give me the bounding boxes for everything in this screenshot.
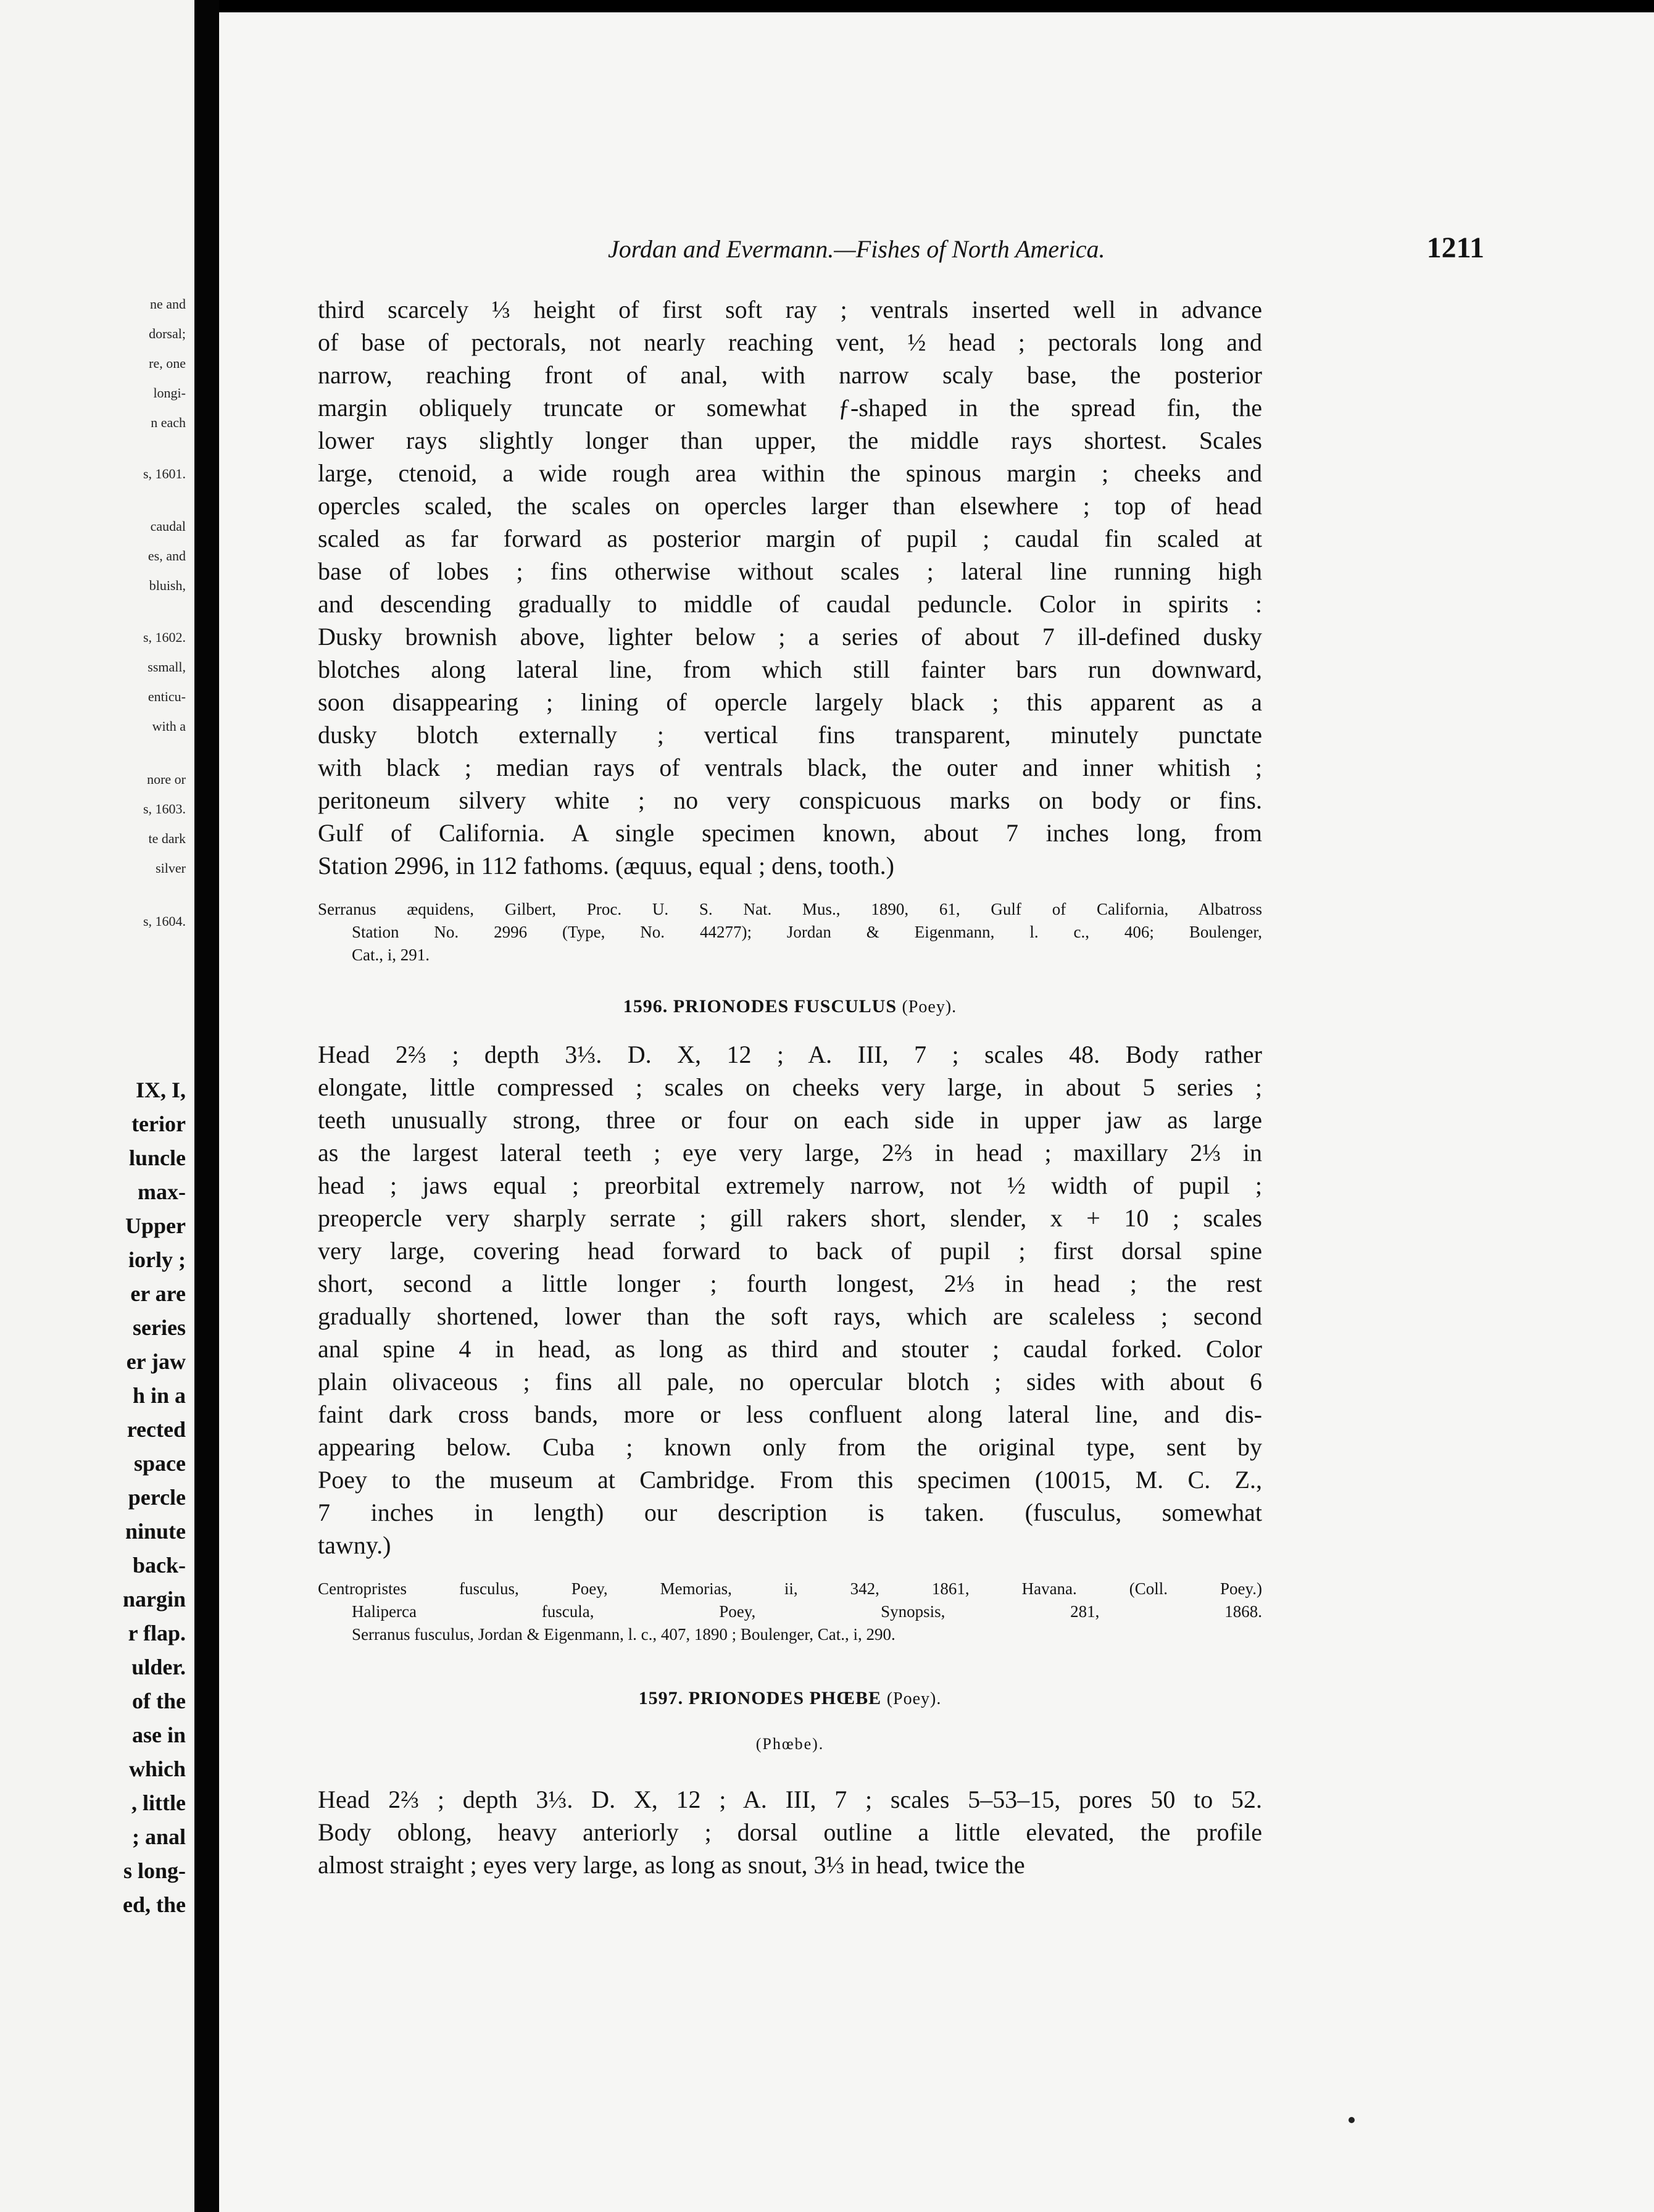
- facing-page-text-fragment: ne and: [149, 296, 186, 312]
- text-line: peritoneum silvery white ; no very conspicuous marks on body or fins.: [318, 786, 1262, 814]
- facing-page-text-fragment: with a: [152, 718, 186, 734]
- text-line: lower rays slightly longer than upper, the middle rays shortest. Scales: [318, 426, 1262, 454]
- text-line: as the largest lateral teeth ; eye very large, 2⅔ in head ; maxillary 2⅓ in: [318, 1139, 1262, 1166]
- text-line: soon disappearing ; lining of opercle largely black ; this apparent as a: [318, 688, 1262, 716]
- text-line: 7 inches in length) our description is taken. (fusculus, somewhat: [318, 1499, 1262, 1526]
- facing-page-text-fragment: s, 1602.: [143, 630, 186, 645]
- text-line: preopercle very sharply serrate ; gill rakers short, slender, x + 10 ; scales: [318, 1204, 1262, 1232]
- text-line: teeth unusually strong, three or four on each side in upper jaw as large: [318, 1106, 1262, 1134]
- text-line: narrow, reaching front of anal, with narrow scaly base, the posterior: [318, 361, 1262, 389]
- synonymy-prionodes-fusculus: [318, 1578, 1262, 1646]
- text-line: with black ; median rays of ventrals black, the outer and inner whitish ;: [318, 754, 1262, 781]
- facing-page-text-fragment: er are: [130, 1281, 186, 1306]
- species-common-name: (Phœbe).: [755, 1735, 825, 1753]
- facing-page-text-fragment: n each: [151, 415, 186, 430]
- facing-page-text-fragment: dorsal;: [149, 326, 186, 341]
- text-line: of base of pectorals, not nearly reaching vent, ½ head ; pectorals long and: [318, 328, 1262, 356]
- species-heading-title: 1596. PRIONODES FUSCULUS: [623, 996, 897, 1017]
- facing-page-text-fragment: Upper: [125, 1213, 186, 1238]
- reference-line: Station No. 2996 (Type, No. 44277); Jordan & Eigenmann, l. c., 406; Boulenger,: [352, 923, 1262, 941]
- facing-page-text-fragment: nore or: [147, 771, 186, 787]
- text-line: third scarcely ⅓ height of first soft ray ; ventrals inserted well in advance: [318, 296, 1262, 323]
- running-head: [404, 231, 1484, 272]
- facing-page-text-fragment: re, one: [149, 356, 186, 371]
- running-title: Jordan and Evermann.—Fishes of North America.: [608, 235, 1105, 263]
- species-heading-author: (Poey).: [886, 1689, 942, 1708]
- facing-page-text-fragment: which: [128, 1757, 186, 1781]
- paragraph-serranus-aequidens-description: [318, 293, 1262, 882]
- facing-page-text-fragment: terior: [131, 1112, 186, 1136]
- text-line: dusky blotch externally ; vertical fins transparent, minutely punctate: [318, 721, 1262, 749]
- text-line: Dusky brownish above, lighter below ; a series of about 7 ill-defined dusky: [318, 623, 1262, 651]
- ink-speck: [1349, 2117, 1355, 2123]
- facing-page-text-fragment: te dark: [148, 831, 186, 846]
- text-line: tawny.): [318, 1531, 391, 1559]
- text-line: and descending gradually to middle of caudal peduncle. Color in spirits :: [318, 590, 1262, 618]
- text-line: appearing below. Cuba ; known only from the original type, sent by: [318, 1433, 1262, 1461]
- book-page: [219, 12, 1654, 2212]
- facing-page-text-fragment: s, 1603.: [143, 801, 186, 817]
- facing-page-text-fragment: er jaw: [126, 1349, 186, 1374]
- facing-page-text-fragment: s, 1601.: [143, 466, 186, 481]
- facing-page-text-fragment: ninute: [125, 1519, 186, 1544]
- species-heading-prionodes-phoebe: [318, 1683, 1262, 1714]
- reference-line: Haliperca fuscula, Poey, Synopsis, 281, 1868.: [352, 1602, 1262, 1621]
- text-line: very large, covering head forward to back of pupil ; first dorsal spine: [318, 1237, 1262, 1265]
- facing-page-text-fragment: ulder.: [131, 1655, 186, 1679]
- text-line: Head 2⅔ ; depth 3⅓. D. X, 12 ; A. III, 7 ; scales 5–53–15, pores 50 to 52.: [318, 1786, 1262, 1813]
- facing-page-text-fragment: IX, I,: [135, 1078, 186, 1102]
- reference-line: Serranus fusculus, Jordan & Eigenmann, l. c., 407, 1890 ; Boulenger, Cat., i, 290.: [352, 1625, 896, 1644]
- text-line: blotches along lateral line, from which still fainter bars run downward,: [318, 655, 1262, 683]
- facing-page-fragment: [0, 0, 194, 2212]
- text-line: base of lobes ; fins otherwise without scales ; lateral line running high: [318, 557, 1262, 585]
- facing-page-text-fragment: h in a: [132, 1383, 186, 1408]
- facing-page-text-fragment: bluish,: [149, 578, 186, 593]
- reference-line: Serranus æquidens, Gilbert, Proc. U. S. Nat. Mus., 1890, 61, Gulf of California, Albatross: [318, 900, 1262, 918]
- text-line: anal spine 4 in head, as long as third and stouter ; caudal forked. Color: [318, 1335, 1262, 1363]
- paragraph-prionodes-fusculus-description: [318, 1038, 1262, 1561]
- facing-page-text-fragment: ; anal: [131, 1824, 186, 1849]
- facing-page-text-fragment: luncle: [128, 1146, 186, 1170]
- facing-page-text-fragment: max-: [138, 1179, 186, 1204]
- facing-page-text-fragment: silver: [156, 860, 186, 876]
- facing-page-text-fragment: space: [134, 1451, 186, 1476]
- text-line: faint dark cross bands, more or less confluent along lateral line, and dis-: [318, 1400, 1262, 1428]
- text-line: scaled as far forward as posterior margin of pupil ; caudal fin scaled at: [318, 525, 1262, 552]
- text-line: short, second a little longer ; fourth longest, 2⅓ in head ; the rest: [318, 1270, 1262, 1297]
- facing-page-text-fragment: rected: [127, 1417, 186, 1442]
- facing-page-text-fragment: caudal: [150, 518, 186, 534]
- species-heading-author: (Poey).: [902, 997, 957, 1017]
- facing-page-text-fragment: ase in: [131, 1723, 186, 1747]
- reference-line: Centropristes fusculus, Poey, Memorias, ii, 342, 1861, Havana. (Coll. Poey.): [318, 1579, 1262, 1598]
- text-line: gradually shortened, lower than the soft rays, which are scaleless ; second: [318, 1302, 1262, 1330]
- text-line: Head 2⅔ ; depth 3⅓. D. X, 12 ; A. III, 7 ; scales 48. Body rather: [318, 1041, 1262, 1068]
- facing-page-text-fragment: s long-: [123, 1858, 186, 1883]
- page-number: 1211: [1426, 231, 1484, 264]
- synonymy-serranus-aequidens: [318, 898, 1262, 967]
- text-line: Station 2996, in 112 fathoms. (æquus, equal ; dens, tooth.): [318, 852, 895, 879]
- text-line: margin obliquely truncate or somewhat ƒ-shaped in the spread fin, the: [318, 394, 1262, 422]
- text-line: Poey to the museum at Cambridge. From this specimen (10015, M. C. Z.,: [318, 1466, 1262, 1494]
- facing-page-text-fragment: back-: [132, 1553, 186, 1578]
- text-line: opercles scaled, the scales on opercles larger than elsewhere ; top of head: [318, 492, 1262, 520]
- facing-page-text-fragment: enticu-: [148, 689, 186, 704]
- text-line: plain olivaceous ; fins all pale, no opercular blotch ; sides with about 6: [318, 1368, 1262, 1395]
- species-heading-title: 1597. PRIONODES PHŒBE: [638, 1688, 882, 1708]
- text-line: Gulf of California. A single specimen known, about 7 inches long, from: [318, 819, 1262, 847]
- text-line: almost straight ; eyes very large, as long as snout, 3⅓ in head, twice the: [318, 1851, 1025, 1879]
- facing-page-text-fragment: , little: [131, 1790, 186, 1815]
- facing-page-text-fragment: percle: [128, 1485, 186, 1510]
- reference-line: Cat., i, 291.: [352, 946, 430, 964]
- species-heading-prionodes-fusculus: [318, 991, 1262, 1022]
- text-line: elongate, little compressed ; scales on cheeks very large, in about 5 series ;: [318, 1073, 1262, 1101]
- facing-page-text-fragment: longi-: [153, 385, 186, 401]
- facing-page-text-fragment: ed, the: [123, 1892, 186, 1917]
- page-body: [318, 293, 1262, 1881]
- text-line: large, ctenoid, a wide rough area within the spinous margin ; cheeks and: [318, 459, 1262, 487]
- binding-gutter: [194, 0, 219, 2212]
- facing-page-text-fragment: of the: [132, 1689, 186, 1713]
- facing-page-text-fragment: r flap.: [128, 1621, 186, 1645]
- facing-page-text-fragment: nargin: [122, 1587, 186, 1611]
- facing-page-text-fragment: ssmall,: [148, 659, 186, 675]
- facing-page-text-fragment: s, 1604.: [143, 913, 186, 929]
- text-line: head ; jaws equal ; preorbital extremely narrow, not ½ width of pupil ;: [318, 1171, 1262, 1199]
- text-line: Body oblong, heavy anteriorly ; dorsal outline a little elevated, the profile: [318, 1818, 1262, 1846]
- paragraph-prionodes-phoebe-description: [318, 1783, 1262, 1881]
- facing-page-text-fragment: series: [133, 1315, 186, 1340]
- facing-page-text-fragment: iorly ;: [128, 1247, 186, 1272]
- facing-page-text-fragment: es, and: [148, 548, 186, 563]
